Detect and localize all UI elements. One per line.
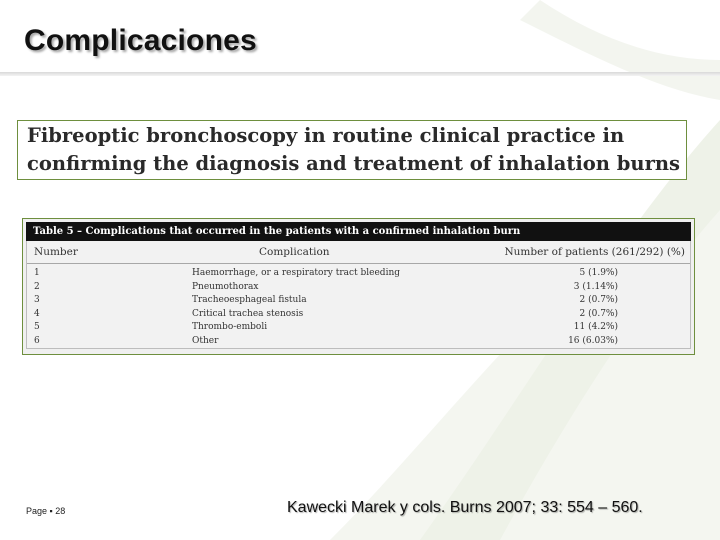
article-title-line-2: confirming the diagnosis and treatment of inhalation burns [27,152,681,175]
citation: Kawecki Marek y cols. Burns 2007; 33: 554 – 560. [287,499,643,516]
row-patients: 5 (1.9%) [579,268,618,278]
row-number: 3 [34,295,40,306]
table-row [27,321,690,335]
table-row [27,308,690,322]
row-patients: 16 (6.03%) [568,335,618,346]
table-row [27,294,690,308]
table-caption: Table 5 – Complications that occurred in the patients with a confirmed inhalation burn [26,222,691,241]
table-row [27,335,690,349]
row-number: 6 [34,335,40,346]
row-patients: 3 (1.14%) [573,281,618,292]
row-complication: Tracheoesphageal fistula [192,295,307,306]
row-complication: Critical trachea stenosis [192,308,304,319]
page-number: Page ▪ 28 [26,506,66,516]
row-complication: Thrombo-emboli [192,322,268,333]
row-patients: 11 (4.2%) [573,322,618,333]
table-rows [27,264,690,349]
header-patients: Number of patients (261/292) (%) [504,246,685,258]
row-complication: Haemorrhage, or a respiratory tract bleeding [192,268,401,278]
row-complication: Other [192,335,219,346]
slide-title: Complicaciones [24,24,257,57]
title-divider [0,72,720,76]
table-row [27,267,690,281]
row-number: 2 [34,281,40,292]
article-title-box [17,120,687,180]
header-complication: Complication [259,246,330,258]
row-patients: 2 (0.7%) [579,295,618,306]
table-row [27,281,690,295]
table-body [26,241,691,349]
row-patients: 2 (0.7%) [579,308,618,319]
complications-table [22,218,695,355]
row-number: 1 [34,268,40,278]
header-number: Number [34,246,78,258]
row-number: 5 [34,322,40,333]
article-title-line-1: Fibreoptic bronchoscopy in routine clinical practice in [27,124,625,147]
table-header-row [27,241,690,264]
row-complication: Pneumothorax [192,281,259,292]
row-number: 4 [34,308,40,319]
